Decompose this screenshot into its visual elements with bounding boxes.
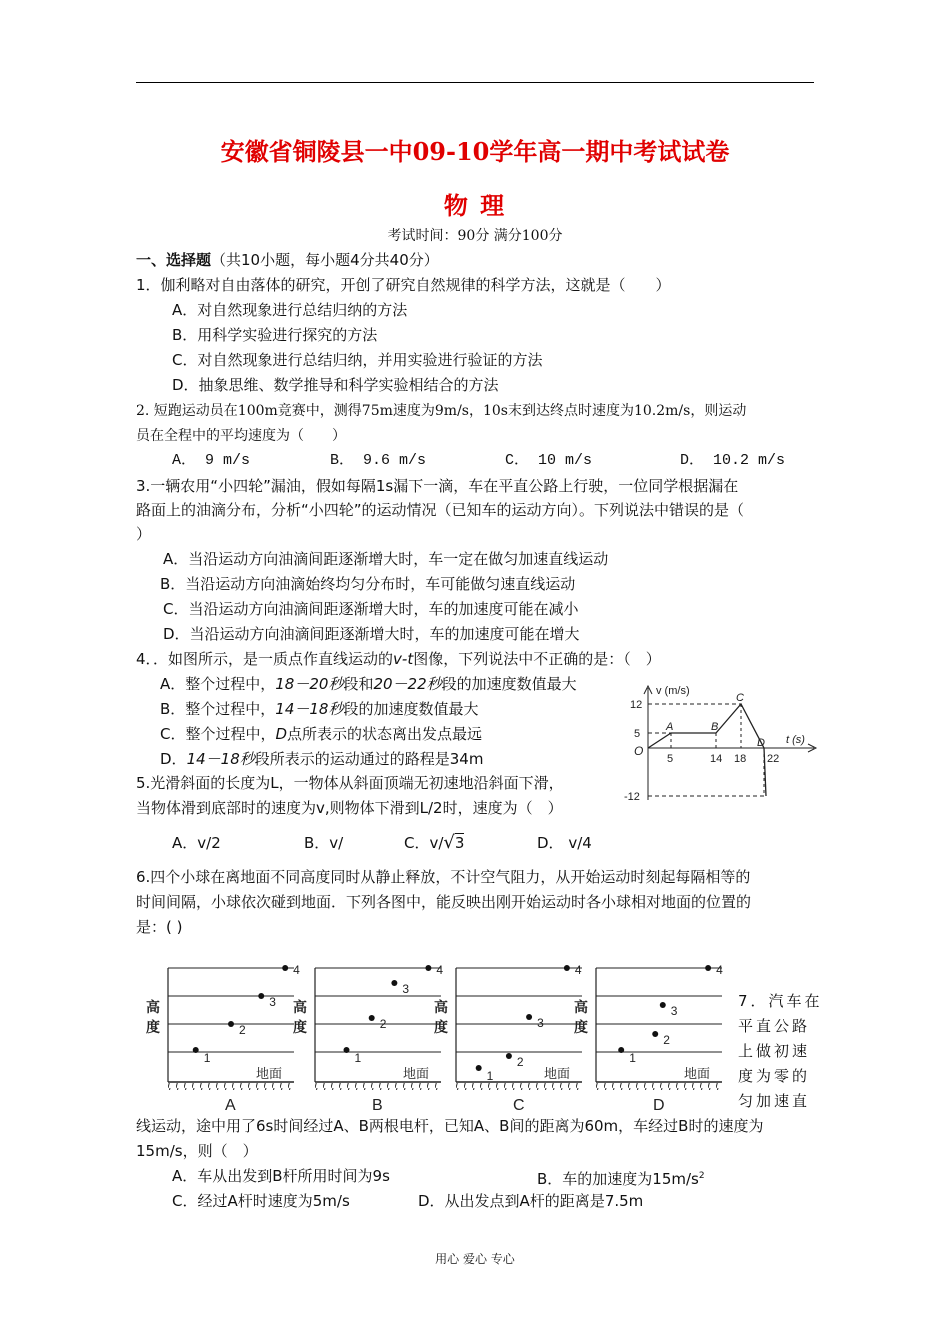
vt-origin: O [634,744,644,758]
q6-ground-label: 地面 [544,1066,571,1081]
q6-height-label: 高 [574,999,588,1015]
q6-stem-line2: 时间间隔，小球依次碰到地面．下列各图中，能反映出刚开始运动时各小球相对地面的位置的 [136,893,752,911]
q5-stem-line1: 5.光滑斜面的长度为L，一物体从斜面顶端无初速地沿斜面下滑， [136,774,564,792]
q6-ground-label: 地面 [684,1066,711,1081]
q2-option-c: C． 10 m/s [505,452,593,469]
q7-option-c: C．经过A杆时速度为5m/s [172,1192,350,1210]
q6-ground-hatch [596,1083,722,1090]
q6-ball-4 [425,965,431,971]
q6-ground-hatch [315,1083,441,1090]
q6-ball-1 [193,1047,199,1053]
q6-ball-label-2: 2 [239,1023,246,1037]
q6-ball-2 [228,1021,234,1027]
q6-ball-label-2: 2 [663,1033,670,1047]
q6-ball-2 [506,1053,512,1059]
q6-height-label: 度 [146,1019,160,1035]
q6-ball-label-1: 1 [354,1051,362,1065]
q5-option-b: B．v/ [304,834,344,852]
q6-ball-4 [705,965,711,971]
q4-option-c: C．整个过程中，D点所表示的状态离出发点最远 [160,725,483,743]
q6-height-label: 高 [434,999,448,1015]
q6-panel-label: B [372,1097,383,1114]
vt-xtick-22: 22 [767,753,780,765]
vt-point-d: D [757,737,765,749]
q6-ball-2 [652,1031,658,1037]
q2-option-a: A． 9 m/s [172,452,251,469]
q7-option-a: A．车从出发到B杆所用时间为9s [172,1167,390,1185]
q1-stem: 1．伽利略对自由落体的研究，开创了研究自然规律的科学方法，这就是（ ） [136,276,671,294]
q6-ball-label-4: 4 [436,963,444,977]
q6-height-label: 度 [293,1019,307,1035]
q3-option-d: D．当沿运动方向油滴间距逐渐增大时，车的加速度可能在增大 [163,625,580,643]
q6-panel-label: D [653,1097,665,1114]
q1-option-d: D．抽象思维、数学推导和科学实验相结合的方法 [172,376,499,394]
q6-ball-3 [526,1014,532,1020]
q6-stem-line3: 是：( ) [136,918,183,936]
q6-ball-2 [369,1015,375,1021]
footer: 用心 爱心 专心 [435,1252,515,1266]
q7-side-line4: 度为零的 [738,1067,811,1085]
vt-curve [648,704,766,796]
vt-graph [620,680,820,810]
q6-height-label: 高 [146,999,160,1015]
q6-ball-4 [564,965,570,971]
q6-ball-1 [344,1047,350,1053]
q2-option-b: B． 9.6 m/s [330,452,427,469]
q7-side-line1: 7．汽车在 [738,992,823,1010]
vt-xtick-14: 14 [710,753,723,765]
q3-stem-line2: 路面上的油滴分布，分析“小四轮”的运动情况（已知车的运动方向）。下列说法中错误的是（ [136,501,745,519]
q5-stem-line2: 当物体滑到底部时的速度为v,则物体下滑到L/2时，速度为（ ） [136,799,563,817]
q6-ball-1 [476,1065,482,1071]
q6-ball-label-3: 3 [537,1016,544,1030]
q7-side-line3: 上做初速 [738,1042,811,1060]
q7-stem-line2: 15m/s，则（ ） [136,1142,258,1160]
vt-point-a: A [666,721,674,733]
header-rule [136,82,814,83]
q3-option-b: B．当沿运动方向油滴始终均匀分布时，车可能做匀速直线运动 [160,575,576,593]
q4-option-b: B．整个过程中，14－18秒段的加速度数值最大 [160,700,479,718]
q6-ball-3 [258,993,264,999]
q1-option-a: A．对自然现象进行总结归纳的方法 [172,301,408,319]
vt-axis-t: t (s) [786,734,805,746]
q2-stem-line2: 员在全程中的平均速度为（ ） [136,428,346,444]
q6-ball-label-1: 1 [203,1051,211,1065]
q7-option-b: B．车的加速度为$15m/s^2$ [537,1170,705,1188]
q2-stem-line1: 2. 短跑运动员在100m竞赛中，测得75m速度为9m/s，10s末到达终点时速度为10.2m/s，则运动 [136,403,747,419]
q6-ball-label-2: 2 [379,1017,387,1031]
q6-ball-3 [391,980,397,986]
q4-stem: 4．．如图所示，是一质点作直线运动的v-t图像，下列说法中不正确的是：（ ） [136,650,661,668]
q5-option-d: D． v/4 [537,834,592,852]
q5-option-c: C．v/√3 [404,832,465,853]
q7-stem-line1: 线运动，途中用了6s时间经过A、B两根电杆，已知A、B间的距离为60m，车经过B时的速度为 [136,1117,764,1135]
q3-option-a: A．当沿运动方向油滴间距逐渐增大时，车一定在做匀加速直线运动 [163,550,609,568]
q6-ball-label-4: 4 [574,963,582,977]
q6-ball-label-4: 4 [716,963,723,977]
q6-ground-label: 地面 [403,1066,430,1081]
q6-ground-hatch [456,1083,582,1090]
q6-height-label: 高 [293,999,307,1015]
q6-ball-label-1: 1 [486,1069,494,1083]
q6-ball-label-3: 3 [402,982,410,996]
page-title: 安徽省铜陵县一中09-10学年高一期中考试试卷 [220,137,730,166]
q3-stem-line1: 3.一辆农用“小四轮”漏油，假如每隔1s漏下一滴，车在平直公路上行驶，一位同学根据漏在 [136,477,739,495]
q6-panel-c [434,963,582,1114]
q7-side-line5: 匀加速直 [738,1092,811,1110]
q4-option-a: A．整个过程中，18－20秒段和20－22秒段的加速度数值最大 [160,675,577,693]
vt-ytick-5: 5 [634,728,641,740]
q6-height-label: 度 [574,1019,588,1035]
q6-stem-line1: 6.四个小球在离地面不同高度同时从静止释放，不计空气阻力，从开始运动时刻起每隔相等的 [136,868,751,886]
q6-ball-label-4: 4 [293,963,300,977]
q1-option-b: B．用科学实验进行探究的方法 [172,326,378,344]
q6-panel-b [293,963,443,1114]
vt-ytick-neg12: -12 [624,791,640,803]
vt-xtick-5: 5 [667,753,674,765]
q6-panel-label: A [225,1097,236,1114]
q6-ball-4 [282,965,288,971]
q6-panel-a [146,963,300,1114]
q3-stem-line3: ） [136,525,152,543]
q6-height-label: 度 [434,1019,448,1035]
q6-ball-label-1: 1 [629,1051,636,1065]
q6-ground-hatch [168,1083,294,1090]
q6-ball-label-2: 2 [516,1055,524,1069]
q6-figure [140,960,730,1115]
q6-ball-label-3: 3 [670,1004,678,1018]
q6-panel-label: C [513,1097,525,1114]
q6-panel-d [574,963,723,1114]
exam-info: 考试时间：90分 满分100分 [387,228,563,244]
q3-option-c: C．当沿运动方向油滴间距逐渐增大时，车的加速度可能在减小 [163,600,579,618]
q7-option-d: D．从出发点到A杆的距离是7.5m [418,1192,644,1210]
subject-title: 物 理 [443,191,507,220]
q2-option-d: D． 10.2 m/s [680,452,786,469]
vt-axis-v: v (m/s) [656,685,690,697]
section-heading: 一、选择题（共10小题，每小题4分共40分） [136,251,439,269]
q1-option-c: C．对自然现象进行总结归纳，并用实验进行验证的方法 [172,351,543,369]
q4-option-d: D．14－18秒段所表示的运动通过的路程是34m [160,750,484,768]
q5-option-a: A．v/2 [172,834,221,852]
vt-point-b: B [711,721,719,733]
vt-ytick-12: 12 [630,699,643,711]
q6-ground-label: 地面 [256,1066,283,1081]
q7-side-line2: 平直公路 [738,1017,811,1035]
q6-ball-3 [660,1002,666,1008]
vt-point-c: C [736,692,744,704]
q6-ball-1 [618,1047,624,1053]
q6-ball-label-3: 3 [269,995,276,1009]
vt-xtick-18: 18 [734,753,747,765]
